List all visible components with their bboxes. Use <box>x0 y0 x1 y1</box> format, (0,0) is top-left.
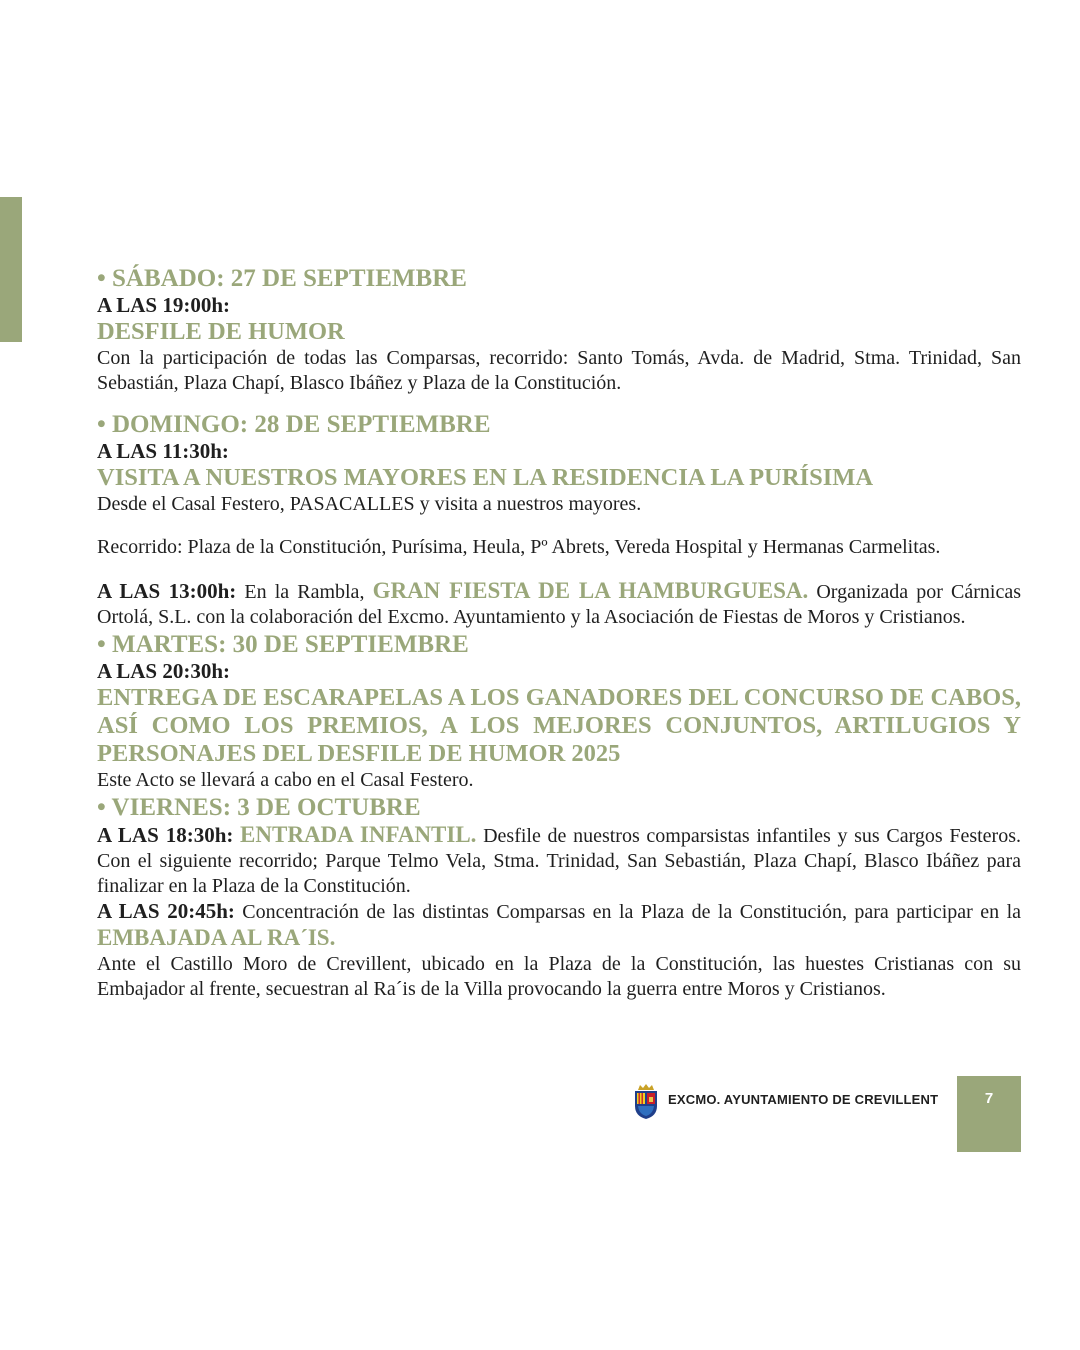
text-viernes: Desfile de nuestros comparsistas infantiles y sus Cargos Festeros. Con el siguiente recorrido; Parque Telmo Vela, Stma. Trinidad, San Sebastián, Plaza Chapí, Blasco Ibáñez para finalizar en la Plaza de la Constitución. <box>97 825 1022 897</box>
time-viernes: A LAS 18:30h: <box>97 823 234 847</box>
day-heading-sabado: • SÁBADO: 27 DE SEPTIEMBRE <box>97 265 467 292</box>
event-text-viernes-3: Ante el Castillo Moro de Crevillent, ubicado en la Plaza de la Constitución, las huestes Cristianas con su Embajador al frente, secuestran al Ra´is de la Villa provocando la guerra entre Moros y Cristianos. <box>97 953 1021 1000</box>
day-heading-domingo: • DOMINGO: 28 DE SEPTIEMBRE <box>97 411 491 438</box>
time-martes: A LAS 20:30h: <box>97 659 231 683</box>
event-title-entrada-infantil: ENTRADA INFANTIL. <box>240 822 477 847</box>
time-domingo: A LAS 11:30h: <box>97 439 229 463</box>
event-title-visita: VISITA A NUESTROS MAYORES EN LA RESIDENCIA LA PURÍSIMA <box>97 464 874 491</box>
event-title-escarapelas: ENTREGA DE ESCARAPELAS A LOS GANADORES DEL CONCURSO DE CABOS, ASÍ COMO LOS PREMIOS, A LOS MEJORES CONJUNTOS, ARTILUGIOS Y PERSONAJES DEL DESFILE DE HUMOR 2025 <box>97 684 1021 767</box>
event-paragraph-entrada-infantil <box>97 822 1021 899</box>
event-paragraph-embajada <box>97 899 1021 952</box>
time-domingo-2: A LAS 13:00h: <box>97 579 237 603</box>
page-number-box <box>957 1076 1021 1152</box>
event-route-domingo: Recorrido: Plaza de la Constitución, Purísima, Heula, Pº Abrets, Vereda Hospital y Hermanas Carmelitas. <box>97 536 941 558</box>
event-title-embajada: EMBAJADA AL RA´IS. <box>97 925 336 950</box>
event-title-hamburguesa: GRAN FIESTA DE LA HAMBURGUESA. <box>372 578 809 603</box>
coat-of-arms-icon <box>632 1082 660 1120</box>
footer <box>632 1076 1021 1152</box>
time-sabado: A LAS 19:00h: <box>97 293 231 317</box>
time-viernes-2: A LAS 20:45h: <box>97 899 235 923</box>
day-heading-viernes: • VIERNES: 3 DE OCTUBRE <box>97 794 421 821</box>
day-heading-martes: • MARTES: 30 DE SEPTIEMBRE <box>97 631 469 658</box>
text-domingo-2b: Organizada por Cárnicas Ortolá, S.L. con la colaboración del Excmo. Ayuntamiento y la Asociación de Fiestas de Moros y Cristianos. <box>97 581 1022 628</box>
event-paragraph-hamburguesa <box>97 578 1021 630</box>
footer-org-name: EXCMO. AYUNTAMIENTO DE CREVILLENT <box>668 1092 939 1107</box>
side-tab-marker <box>0 197 22 342</box>
event-text-sabado: Con la participación de todas las Comparsas, recorrido: Santo Tomás, Avda. de Madrid, Stma. Trinidad, San Sebastián, Plaza Chapí, Blasco Ibáñez y Plaza de la Constitución. <box>97 347 1021 394</box>
text-viernes-2: Concentración de las distintas Comparsas en la Plaza de la Constitución, para participar en la <box>234 901 1021 923</box>
text-domingo-2a: En la Rambla, <box>236 581 373 603</box>
page-number: 7 <box>984 1090 994 1107</box>
event-title-desfile-humor: DESFILE DE HUMOR <box>97 318 345 345</box>
event-text-domingo: Desde el Casal Festero, PASACALLES y visita a nuestros mayores. <box>97 493 642 515</box>
program-content <box>97 264 1021 1002</box>
event-text-martes: Este Acto se llevará a cabo en el Casal Festero. <box>97 769 474 791</box>
